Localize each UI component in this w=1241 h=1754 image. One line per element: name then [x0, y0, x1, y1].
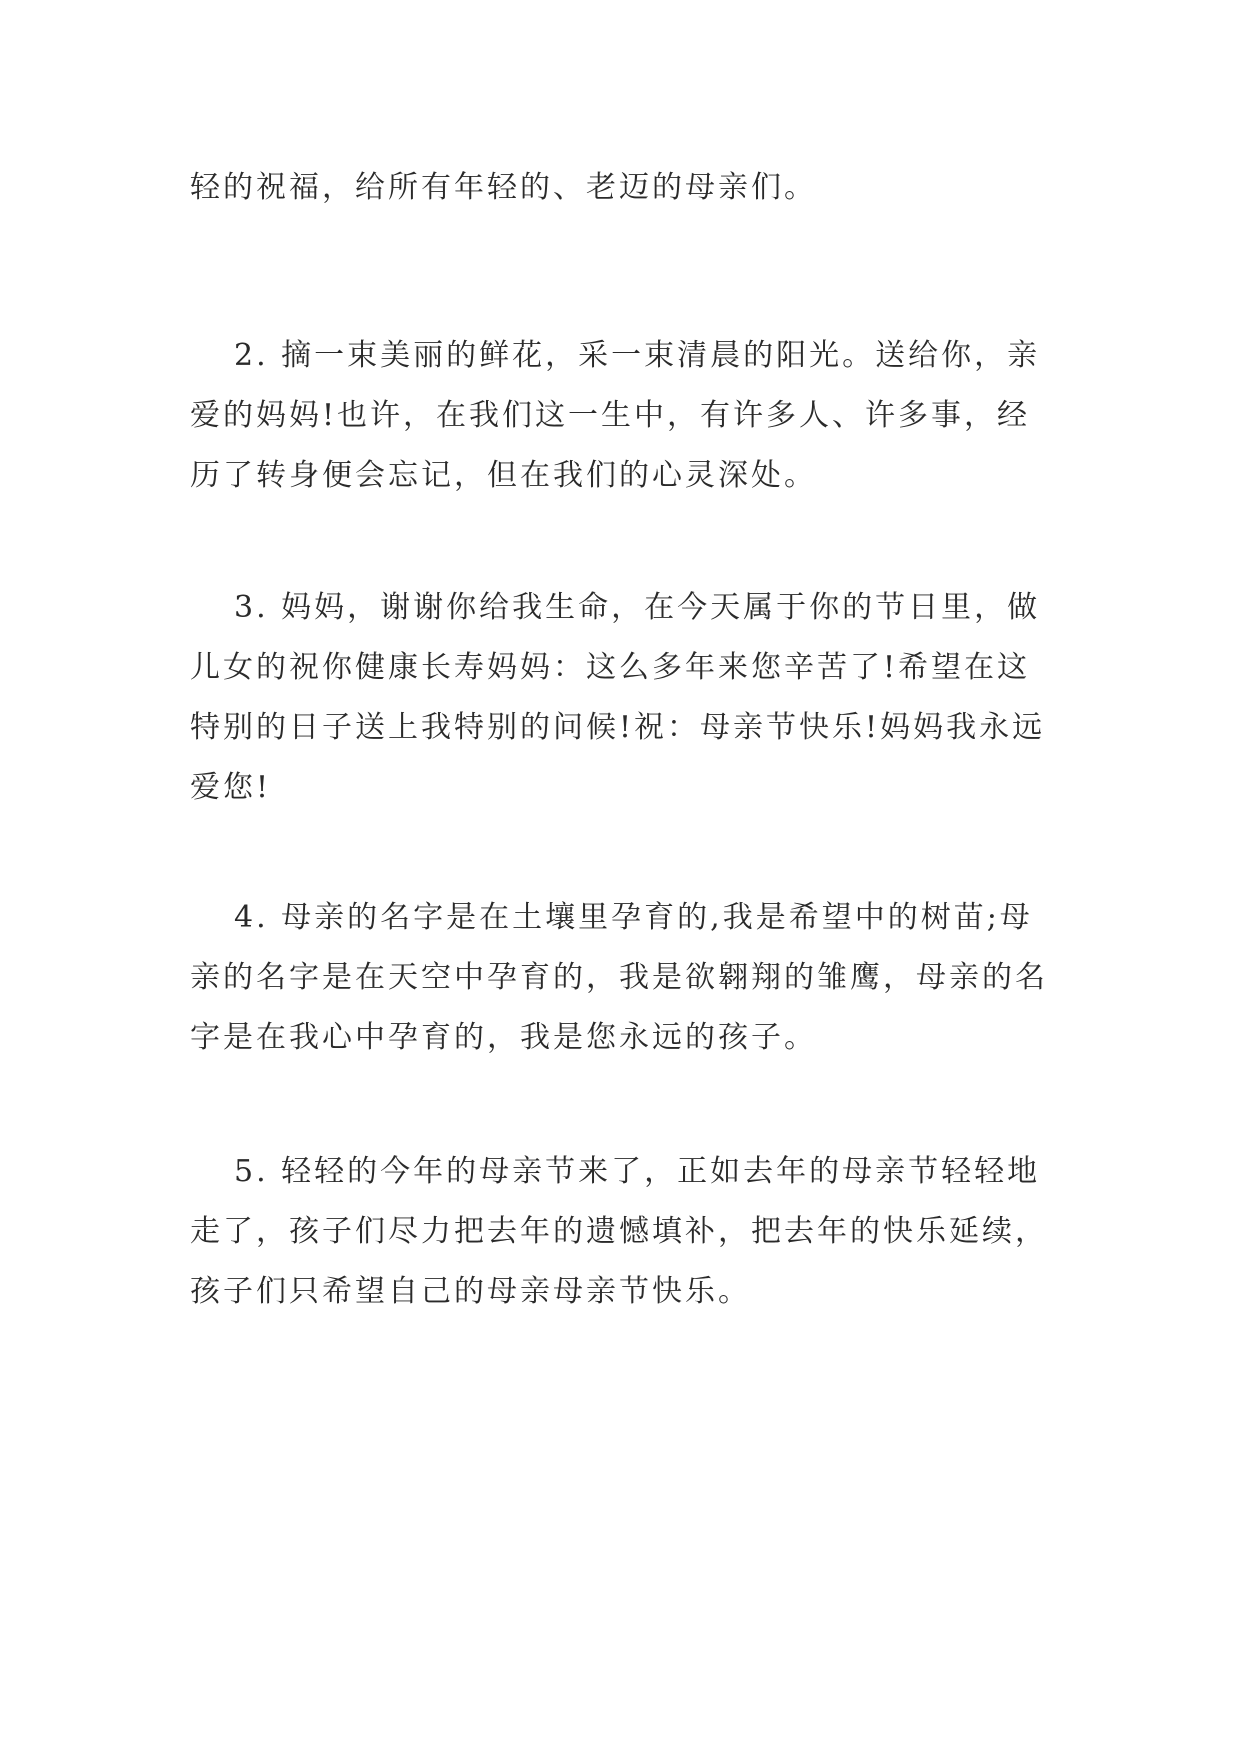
text-line: 爱您! [190, 770, 272, 805]
paragraph-1-continuation [190, 158, 1060, 218]
text-line: 亲的名字是在天空中孕育的，我是欲翱翔的雏鹰，母亲的名 [190, 960, 1048, 995]
text-line: 特别的日子送上我特别的问候!祝：母亲节快乐!妈妈我永远 [190, 710, 1046, 745]
paragraph-3 [190, 578, 1060, 818]
text-line: 2. 摘一束美丽的鲜花，采一束清晨的阳光。送给你，亲 [234, 338, 1041, 373]
text-line: 儿女的祝你健康长寿妈妈：这么多年来您辛苦了!希望在这 [190, 650, 1031, 685]
text-line: 3. 妈妈，谢谢你给我生命，在今天属于你的节日里，做 [234, 590, 1041, 625]
paragraph-4 [190, 888, 1060, 1068]
text-line: 4. 母亲的名字是在土壤里孕育的,我是希望中的树苗;母 [234, 900, 1033, 935]
text-line: 字是在我心中孕育的，我是您永远的孩子。 [190, 1020, 817, 1055]
paragraph-5 [190, 1142, 1060, 1322]
text-line: 轻的祝福，给所有年轻的、老迈的母亲们。 [190, 170, 817, 205]
paragraph-2 [190, 326, 1060, 506]
text-line: 5. 轻轻的今年的母亲节来了，正如去年的母亲节轻轻地 [234, 1154, 1041, 1189]
text-line: 走了，孩子们尽力把去年的遗憾填补，把去年的快乐延续， [190, 1214, 1048, 1249]
text-line: 爱的妈妈!也许，在我们这一生中，有许多人、许多事，经 [190, 398, 1031, 433]
text-line: 历了转身便会忘记，但在我们的心灵深处。 [190, 458, 817, 493]
text-line: 孩子们只希望自己的母亲母亲节快乐。 [190, 1274, 751, 1309]
